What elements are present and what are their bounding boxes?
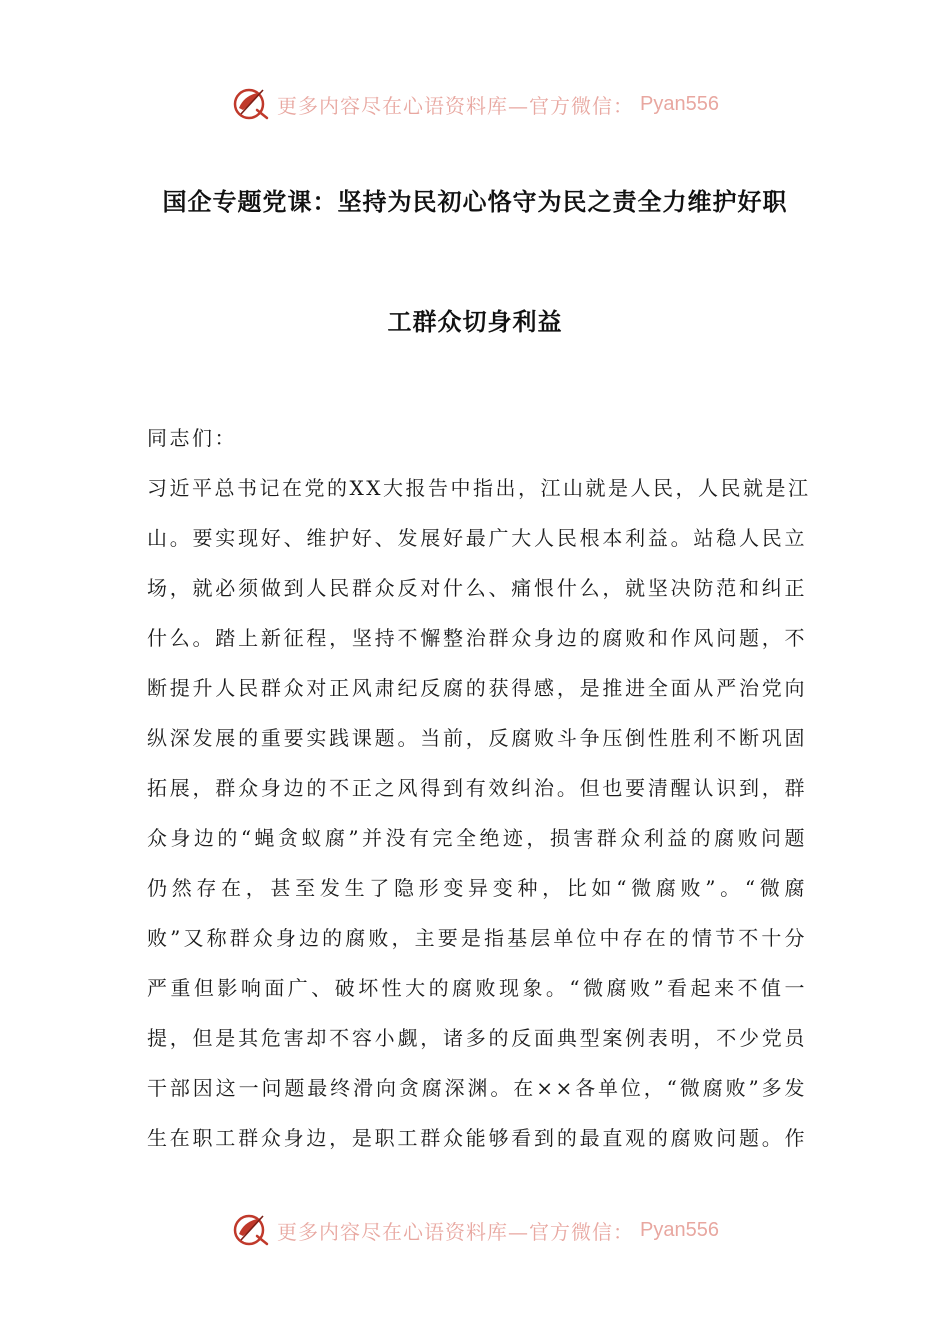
paragraph-line: 山。要实现好、维护好、发展好最广大人民根本利益。站稳人民立 [147, 526, 807, 550]
quill-logo-icon [231, 84, 271, 124]
paragraph-line: 众身边的“蝇贪蚁腐”并没有完全绝迹，损害群众利益的腐败问题 [147, 826, 807, 850]
watermark-text: 更多内容尽在心语资料库—官方微信： [277, 1219, 635, 1244]
paragraph-line: 什么。踏上新征程，坚持不懈整治群众身边的腐败和作风问题，不 [147, 626, 807, 650]
document-title-line-2: 工群众切身利益 [387, 308, 563, 336]
paragraph-line: 断提升人民群众对正风肃纪反腐的获得感，是推进全面从严治党向 [147, 676, 807, 700]
paragraph-line: 仍然存在，甚至发生了隐形变异变种，比如“微腐败”。“微腐 [147, 876, 807, 900]
paragraph-line: 干部因这一问题最终滑向贪腐深渊。在××各单位，“微腐败”多发 [147, 1076, 807, 1100]
watermark-handle: Pyan556 [640, 1218, 719, 1241]
paragraph-line: 拓展，群众身边的不正之风得到有效纠治。但也要清醒认识到，群 [147, 776, 807, 800]
paragraph-line: 生在职工群众身边，是职工群众能够看到的最直观的腐败问题。作 [147, 1126, 807, 1150]
paragraph-line: 败”又称群众身边的腐败，主要是指基层单位中存在的情节不十分 [147, 926, 807, 950]
salutation: 同志们： [147, 426, 237, 450]
watermark-handle: Pyan556 [640, 92, 719, 115]
paragraph-line: 严重但影响面广、破坏性大的腐败现象。“微腐败”看起来不值一 [147, 976, 807, 1000]
paragraph-line: 纵深发展的重要实践课题。当前，反腐败斗争压倒性胜利不断巩固 [147, 726, 807, 750]
paragraph-line: 场，就必须做到人民群众反对什么、痛恨什么，就坚决防范和纠正 [147, 576, 807, 600]
document-title-line-1: 国企专题党课：坚持为民初心恪守为民之责全力维护好职 [162, 188, 788, 216]
paragraph-line: 提，但是其危害却不容小觑，诸多的反面典型案例表明，不少党员 [147, 1026, 807, 1050]
paragraph-line: 习近平总书记在党的XX大报告中指出，江山就是人民，人民就是江 [147, 476, 811, 500]
quill-logo-icon [231, 1210, 271, 1250]
footer-watermark [0, 1206, 950, 1254]
watermark-text: 更多内容尽在心语资料库—官方微信： [277, 93, 635, 118]
header-watermark [0, 80, 950, 128]
